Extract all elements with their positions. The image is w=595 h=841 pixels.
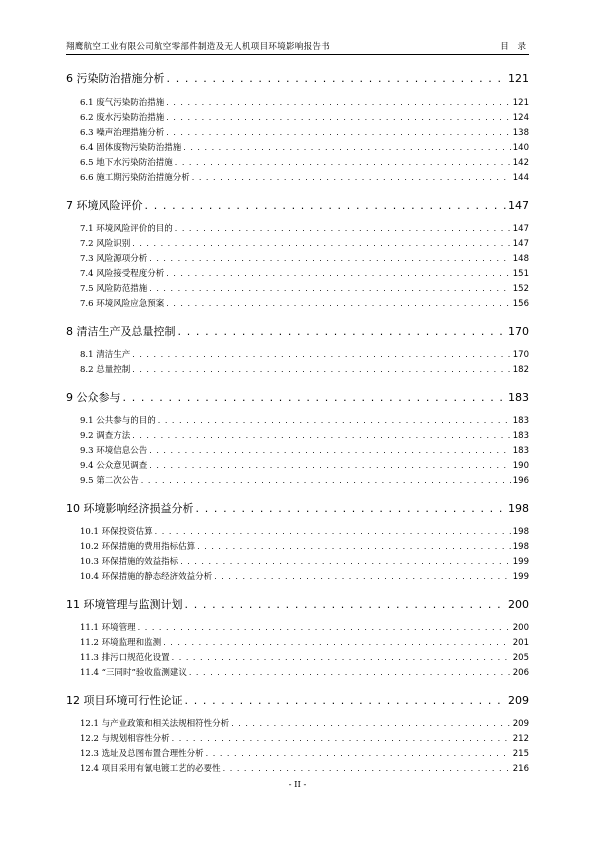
toc-section-entry[interactable]	[80, 252, 529, 264]
toc-chapter-entry[interactable]	[66, 596, 529, 612]
toc-entry-page: 170	[508, 325, 529, 338]
toc-entry-page: 183	[512, 431, 529, 441]
toc-entry-page: 200	[508, 598, 529, 611]
toc-entry-label: 6.6 施工期污染防治措施分析	[80, 173, 190, 183]
toc-entry-label: 9.2 调查方法	[80, 431, 131, 441]
toc-entry-label: 12 项目环境可行性论证	[66, 694, 183, 707]
toc-entry-page: 142	[512, 158, 529, 168]
toc-leader-dots	[132, 365, 511, 374]
toc-section-entry[interactable]	[80, 621, 529, 633]
toc-entry-page: 183	[512, 416, 529, 426]
toc-section-entry[interactable]	[80, 666, 529, 678]
toc-section-entry[interactable]	[80, 474, 529, 486]
toc-entry-label: 10.1 环保投资估算	[80, 527, 153, 537]
toc-entry-page: 199	[512, 572, 529, 582]
toc-section-entry[interactable]	[80, 525, 529, 537]
toc-leader-dots	[132, 239, 511, 248]
toc-entry-label: 12.2 与规划相容性分析	[80, 734, 170, 744]
toc-entry-label: 7.3 风险源项分析	[80, 254, 148, 264]
toc-leader-dots	[149, 284, 511, 293]
toc-leader-dots	[145, 199, 507, 212]
toc-entry-label: 11 环境管理与监测计划	[66, 598, 183, 611]
toc-section-entry[interactable]	[80, 171, 529, 183]
toc-leader-dots	[149, 254, 511, 263]
toc-entry-page: 212	[512, 734, 529, 744]
toc-leader-dots	[189, 668, 511, 677]
toc-entry-page: 138	[512, 128, 529, 138]
toc-leader-dots	[185, 694, 507, 707]
toc-section-entry[interactable]	[80, 156, 529, 168]
toc-section-entry[interactable]	[80, 429, 529, 441]
toc-chapter-entry[interactable]	[66, 692, 529, 708]
toc-entry-page: 147	[512, 239, 529, 249]
toc-entry-page: 183	[508, 391, 529, 404]
toc-leader-dots	[172, 653, 511, 662]
toc-section-entry[interactable]	[80, 414, 529, 426]
toc-leader-dots	[163, 638, 511, 647]
toc-leader-dots	[175, 158, 511, 167]
toc-entry-page: 209	[512, 719, 529, 729]
toc-entry-page: 156	[512, 299, 529, 309]
toc-entry-page: 198	[508, 502, 529, 515]
toc-leader-dots	[123, 391, 507, 404]
toc-section-entry[interactable]	[80, 651, 529, 663]
toc-section-entry[interactable]	[80, 96, 529, 108]
toc-entry-label: 7.2 风险识别	[80, 239, 131, 249]
toc-section-entry[interactable]	[80, 222, 529, 234]
toc-entry-page: 206	[512, 668, 529, 678]
toc-entry-label: 10 环境影响经济损益分析	[66, 502, 194, 515]
toc-entry-page: 199	[512, 557, 529, 567]
toc-entry-page: 209	[508, 694, 529, 707]
toc-leader-dots	[166, 113, 511, 122]
toc-leader-dots	[172, 734, 511, 743]
toc-section-entry[interactable]	[80, 282, 529, 294]
toc-chapter-entry[interactable]	[66, 197, 529, 213]
toc-leader-dots	[166, 269, 511, 278]
toc-entry-label: 12.4 项目采用有氰电镀工艺的必要性	[80, 764, 221, 774]
toc-leader-dots	[132, 431, 511, 440]
toc-entry-page: 144	[512, 173, 529, 183]
toc-chapter-entry[interactable]	[66, 323, 529, 339]
toc-section-entry[interactable]	[80, 747, 529, 759]
toc-chapter-entry[interactable]	[66, 500, 529, 516]
toc-entry-label: 6.3 噪声治理措施分析	[80, 128, 165, 138]
toc-entry-label: 7.1 环境风险评价的目的	[80, 224, 173, 234]
toc-entry-label: 8.2 总量控制	[80, 365, 131, 375]
toc-entry-page: 124	[512, 113, 529, 123]
toc-entry-page: 121	[508, 72, 529, 85]
toc-entry-page: 140	[512, 143, 529, 153]
toc-entry-label: 6 污染防治措施分析	[66, 72, 165, 85]
toc-chapter-entry[interactable]	[66, 70, 529, 86]
toc-entry-page: 170	[512, 350, 529, 360]
toc-section-entry[interactable]	[80, 444, 529, 456]
toc-chapter-entry[interactable]	[66, 389, 529, 405]
toc-entry-label: 6.4 固体废物污染防治措施	[80, 143, 182, 153]
toc-entry-page: 147	[512, 224, 529, 234]
toc-section-entry[interactable]	[80, 267, 529, 279]
toc-leader-dots	[231, 719, 511, 728]
toc-section-entry[interactable]	[80, 111, 529, 123]
toc-leader-dots	[167, 72, 507, 85]
toc-section-entry[interactable]	[80, 636, 529, 648]
toc-leader-dots	[158, 416, 511, 425]
toc-leader-dots	[196, 502, 507, 515]
toc-entry-page: 148	[512, 254, 529, 264]
toc-leader-dots	[141, 476, 511, 485]
toc-section-entry[interactable]	[80, 732, 529, 744]
toc-entry-label: 9.4 公众意见调查	[80, 461, 148, 471]
toc-section-entry[interactable]	[80, 141, 529, 153]
toc-entry-label: 12.1 与产业政策和相关法规相符性分析	[80, 719, 230, 729]
toc-entry-label: 10.3 环保措施的效益指标	[80, 557, 179, 567]
header-divider	[66, 54, 529, 55]
toc-entry-label: 9 公众参与	[66, 391, 121, 404]
toc-section-entry[interactable]	[80, 570, 529, 582]
toc-leader-dots	[206, 749, 511, 758]
toc-entry-label: 6.2 废水污染防治措施	[80, 113, 165, 123]
toc-leader-dots	[192, 173, 511, 182]
toc-leader-dots	[155, 527, 511, 536]
toc-entry-label: 11.4 “三同时”验收监测建议	[80, 668, 187, 678]
toc-entry-page: 121	[512, 98, 529, 108]
toc-section-entry[interactable]	[80, 540, 529, 552]
toc-section-entry[interactable]	[80, 459, 529, 471]
toc-entry-label: 10.4 环保措施的静态经济效益分析	[80, 572, 213, 582]
toc-entry-page: 196	[512, 476, 529, 486]
section-name: 目 录	[500, 42, 529, 52]
toc-entry-label: 7 环境风险评价	[66, 199, 143, 212]
toc-entry-page: 200	[512, 623, 529, 633]
toc-entry-page: 216	[512, 764, 529, 774]
toc-entry-label: 12.3 选址及总图布置合理性分析	[80, 749, 204, 759]
toc-leader-dots	[183, 143, 511, 152]
toc-entry-page: 147	[508, 199, 529, 212]
toc-leader-dots	[185, 598, 507, 611]
toc-entry-label: 11.2 环境监理和监测	[80, 638, 162, 648]
toc-section-entry[interactable]	[80, 717, 529, 729]
toc-leader-dots	[132, 350, 511, 359]
toc-entry-label: 7.4 风险接受程度分析	[80, 269, 165, 279]
toc-leader-dots	[138, 623, 511, 632]
toc-section-entry[interactable]	[80, 126, 529, 138]
toc-entry-label: 8.1 清洁生产	[80, 350, 131, 360]
toc-entry-page: 198	[512, 527, 529, 537]
toc-entry-page: 182	[512, 365, 529, 375]
toc-leader-dots	[166, 299, 511, 308]
toc-leader-dots	[166, 98, 511, 107]
toc-entry-label: 6.1 废气污染防治措施	[80, 98, 165, 108]
toc-entry-label: 9.1 公共参与的目的	[80, 416, 156, 426]
toc-entry-page: 183	[512, 446, 529, 456]
toc-entry-label: 9.3 环境信息公告	[80, 446, 148, 456]
toc-section-entry[interactable]	[80, 297, 529, 309]
toc-entry-label: 7.6 环境风险应急预案	[80, 299, 165, 309]
toc-entry-label: 10.2 环保措施的费用指标估算	[80, 542, 196, 552]
toc-section-entry[interactable]	[80, 762, 529, 774]
toc-leader-dots	[149, 461, 511, 470]
toc-entry-label: 11.3 排污口规范化设置	[80, 653, 170, 663]
toc-leader-dots	[178, 325, 507, 338]
toc-entry-page: 151	[512, 269, 529, 279]
toc-leader-dots	[175, 224, 511, 233]
toc-section-entry[interactable]	[80, 348, 529, 360]
toc-leader-dots	[214, 572, 511, 581]
toc-entry-label: 11.1 环境管理	[80, 623, 136, 633]
toc-leader-dots	[223, 764, 511, 773]
toc-entry-page: 198	[512, 542, 529, 552]
toc-leader-dots	[166, 128, 511, 137]
toc-entry-label: 8 清洁生产及总量控制	[66, 325, 176, 338]
toc-entry-page: 201	[512, 638, 529, 648]
toc-entry-page: 152	[512, 284, 529, 294]
toc-entry-page: 190	[512, 461, 529, 471]
toc-section-entry[interactable]	[80, 237, 529, 249]
toc-section-entry[interactable]	[80, 363, 529, 375]
toc-entry-label: 7.5 风险防范措施	[80, 284, 148, 294]
toc-leader-dots	[149, 446, 511, 455]
toc-leader-dots	[197, 542, 511, 551]
toc-leader-dots	[180, 557, 511, 566]
toc-entry-label: 6.5 地下水污染防治措施	[80, 158, 173, 168]
toc-entry-label: 9.5 第二次公告	[80, 476, 139, 486]
toc-entry-page: 205	[512, 653, 529, 663]
page-number: - II -	[288, 780, 307, 790]
toc-entry-page: 215	[512, 749, 529, 759]
toc-section-entry[interactable]	[80, 555, 529, 567]
document-title: 翔鹰航空工业有限公司航空零部件制造及无人机项目环境影响报告书	[66, 42, 331, 52]
